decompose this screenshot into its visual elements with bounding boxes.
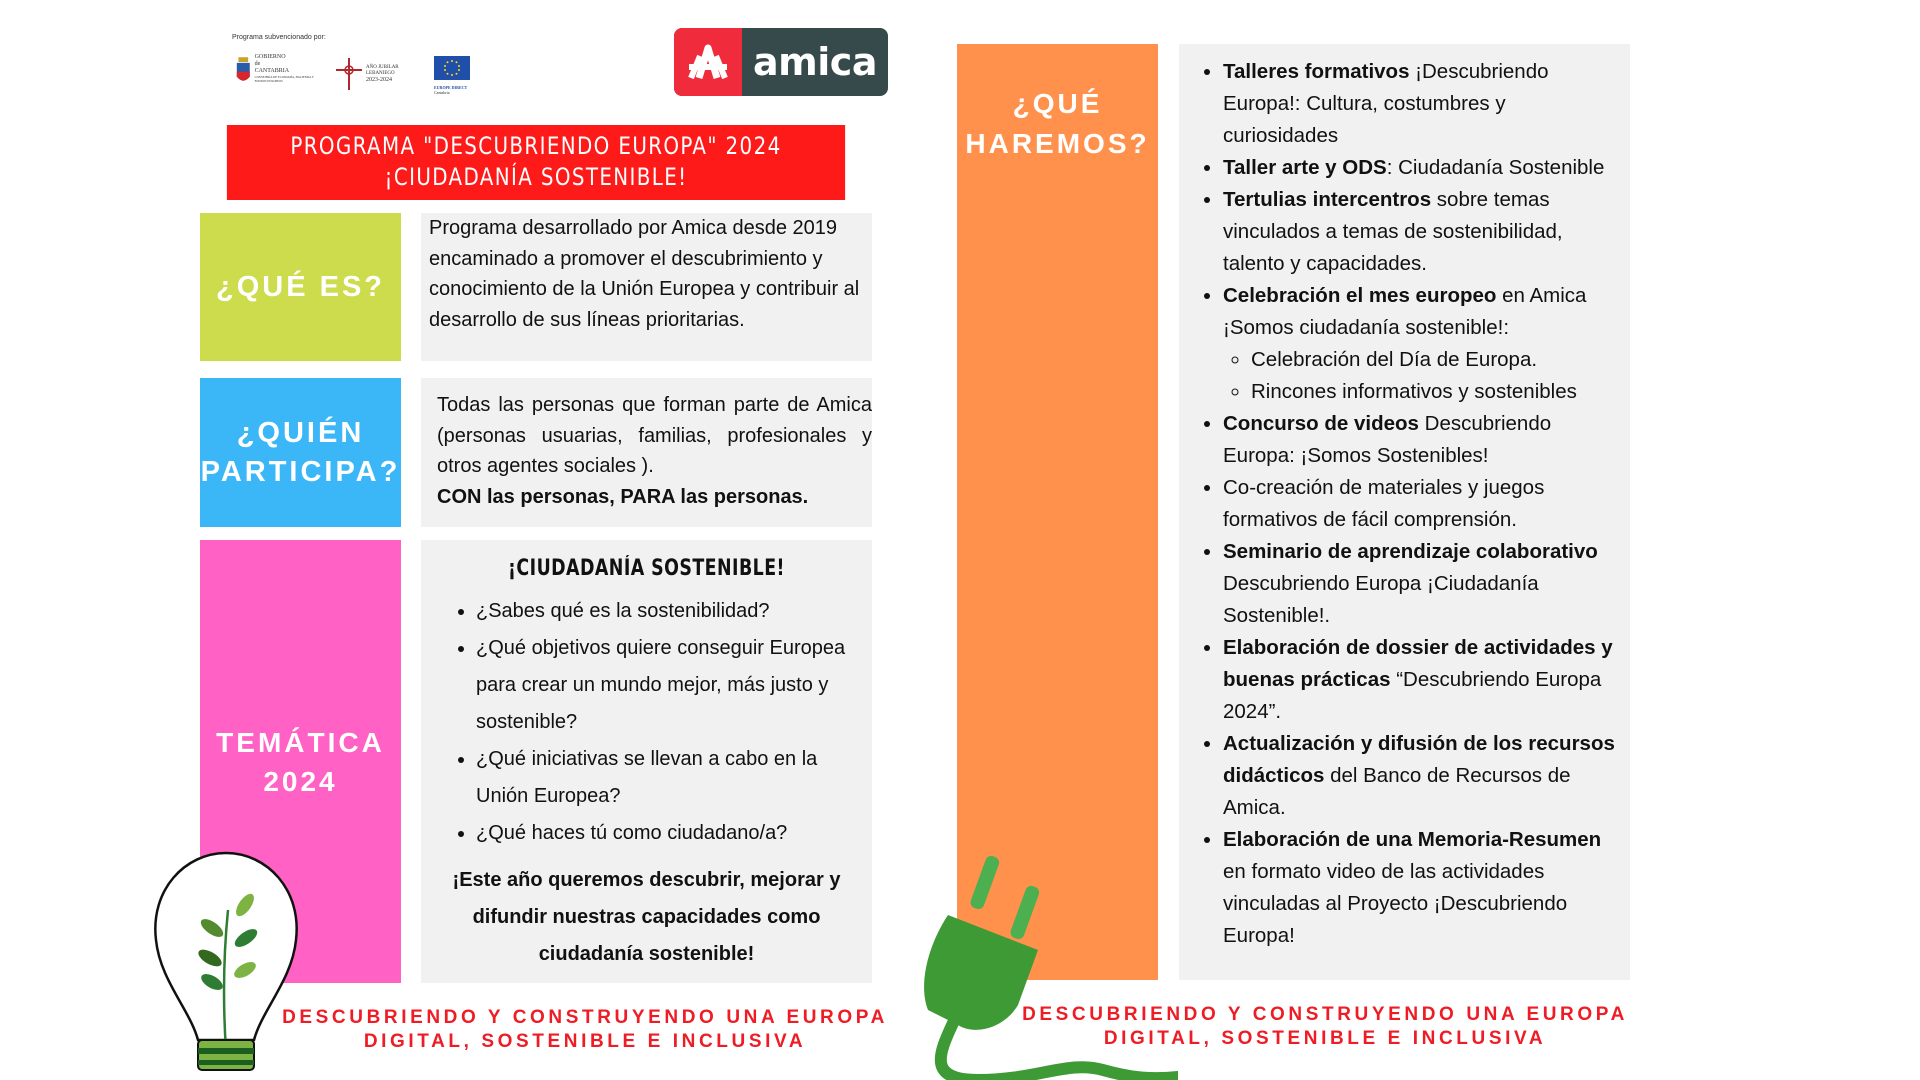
tematica-line1: TEMÁTICA: [216, 726, 385, 758]
quien-participa-text: Todas las personas que forman parte de Amica (personas usuarias, familias, profesionales y otros agentes sociales ).: [437, 394, 872, 477]
que-haremos-list: [1179, 44, 1630, 980]
tematica-closing: ¡Este año queremos descubrir, mejorar y difundir nuestras capacidades como ciudadanía sostenible!: [452, 868, 841, 965]
activity-item: [1223, 280, 1622, 408]
gobierno-cantabria-logo: [236, 54, 326, 98]
activity-text: en Amica ¡Somos ciudadanía sostenible!:: [1223, 284, 1587, 339]
activity-item: [1223, 56, 1622, 152]
que-es-description: [421, 213, 872, 361]
activity-text: Co-creación de materiales y juegos formativos de fácil comprensión.: [1223, 476, 1545, 531]
sponsor-caption: Programa subvencionado por:: [232, 34, 326, 41]
tematica-questions: [431, 593, 862, 852]
jubilar-line1: AÑO JUBILAR: [366, 64, 399, 70]
que-haremos-line1: ¿QUÉ: [1012, 88, 1103, 119]
lebaniego-cross-icon: [336, 58, 362, 90]
cantabria-shield-icon: [236, 54, 251, 88]
activity-bold: Taller arte y ODS: [1223, 156, 1387, 179]
activity-bold: Elaboración de dossier de actividades y buenas prácticas: [1223, 636, 1613, 691]
activity-subitem: ◦ Rincones informativos y sostenibles: [1251, 376, 1622, 408]
activity-text: sobre temas vinculados a temas de sostenibilidad, talento y capacidades.: [1223, 188, 1563, 275]
activity-text: Descubriendo Europa: ¡Somos Sostenibles!: [1223, 412, 1552, 467]
que-es-text: Programa desarrollado por Amica desde 2019 encaminado a promover el descubrimiento y conocimiento de la Unión Europea y contribuir al desarrollo de sus líneas prioritarias.: [429, 217, 860, 331]
activity-subitem: ◦ Celebración del Día de Europa.: [1251, 344, 1622, 376]
jubilar-line2: LEBANIEGO: [366, 70, 395, 76]
banner-line2: ¡CIUDADANÍA SOSTENIBLE!: [384, 163, 688, 191]
activity-text: “Descubriendo Europa 2024”.: [1223, 668, 1602, 723]
que-haremos-line2: HAREMOS?: [965, 128, 1150, 159]
question-item: • ¿Qué iniciativas se llevan a cabo en la Unión Europea?: [476, 741, 862, 815]
activity-text: Descubriendo Europa ¡Ciudadanía Sostenible!.: [1223, 572, 1539, 627]
activity-bold: Seminario de aprendizaje colaborativo: [1223, 540, 1598, 563]
tematica-line2: 2024: [263, 765, 338, 797]
question-item: • ¿Sabes qué es la sostenibilidad?: [476, 593, 862, 630]
activity-item: [1223, 408, 1622, 472]
que-es-label-text: ¿QUÉ ES?: [215, 270, 385, 303]
activity-item: [1223, 824, 1622, 952]
activity-bold: Concurso de videos: [1223, 412, 1419, 435]
activity-bold: Elaboración de una Memoria-Resumen: [1223, 828, 1602, 851]
footer-right-line1: DESCUBRIENDO Y CONSTRUYENDO UNA EUROPA: [1022, 1004, 1628, 1025]
cantabria-subtitle: CONSEJERÍA DE ECONOMÍA, HACIENDA Y FONDOS EUROPEOS: [254, 75, 314, 83]
activity-bold: Actualización y difusión de los recursos didácticos: [1223, 732, 1615, 787]
cantabria-line1: GOBIERNO: [254, 54, 286, 60]
amica-wordmark: amica: [753, 40, 877, 84]
activity-item: [1223, 472, 1622, 536]
footer-left-line1: DESCUBRIENDO Y CONSTRUYENDO UNA EUROPA: [282, 1007, 888, 1028]
activity-item: [1223, 632, 1622, 728]
tematica-content: [421, 540, 872, 983]
activity-item: [1223, 152, 1622, 184]
tematica-title: ¡CIUDADANÍA SOSTENIBLE!: [508, 556, 785, 581]
activity-item: [1223, 728, 1622, 824]
europe-direct-line1: EUROPE DIRECT: [434, 85, 468, 90]
quien-participa-bold: CON las personas, PARA las personas.: [437, 485, 809, 508]
activity-text: : Ciudadanía Sostenible: [1386, 156, 1605, 179]
ano-jubilar-logo: [336, 56, 408, 92]
activity-text: en formato video de las actividades vinculadas al Proyecto ¡Descubriendo Europa!: [1223, 860, 1568, 947]
europe-direct-line2: Cantabria: [434, 90, 450, 95]
activity-text: ¡Descubriendo Europa!: Cultura, costumbres y curiosidades: [1223, 60, 1549, 147]
footer-right-line2: DIGITAL, SOSTENIBLE E INCLUSIVA: [1103, 1028, 1547, 1049]
activity-item: [1223, 536, 1622, 632]
quien-participa-description: [421, 378, 872, 527]
footer-left-line2: DIGITAL, SOSTENIBLE E INCLUSIVA: [363, 1031, 807, 1052]
europe-direct-logo: [434, 56, 474, 96]
question-item: • ¿Qué objetivos quiere conseguir Europea para crear un mundo mejor, más justo y sostenible?: [476, 630, 862, 741]
footer-slogan-right: [1005, 1003, 1645, 1051]
amica-mark-icon: [674, 28, 742, 96]
activity-text: del Banco de Recursos de Amica.: [1223, 764, 1571, 819]
banner-line1: PROGRAMA "DESCUBRIENDO EUROPA" 2024: [290, 132, 782, 160]
question-item: • ¿Qué haces tú como ciudadano/a?: [476, 815, 862, 852]
footer-slogan-left: [265, 1006, 905, 1054]
quien-participa-label: [200, 378, 401, 527]
activity-bold: Talleres formativos: [1223, 60, 1410, 83]
jubilar-line3: 2023-2024: [366, 76, 392, 83]
amica-logo: [674, 28, 888, 96]
activity-item: [1223, 184, 1622, 280]
eu-flag-icon: [434, 56, 470, 80]
cantabria-line2: de: [254, 61, 261, 67]
que-es-label: [200, 213, 401, 361]
quien-participa-line2: PARTICIPA?: [200, 455, 401, 488]
que-haremos-label: [957, 44, 1158, 980]
cantabria-line3: CANTABRIA: [254, 68, 290, 74]
quien-participa-line1: ¿QUIÉN: [236, 416, 365, 449]
activity-bold: Tertulias intercentros: [1223, 188, 1432, 211]
program-title-banner: [227, 125, 845, 200]
activity-bold: Celebración el mes europeo: [1223, 284, 1497, 307]
